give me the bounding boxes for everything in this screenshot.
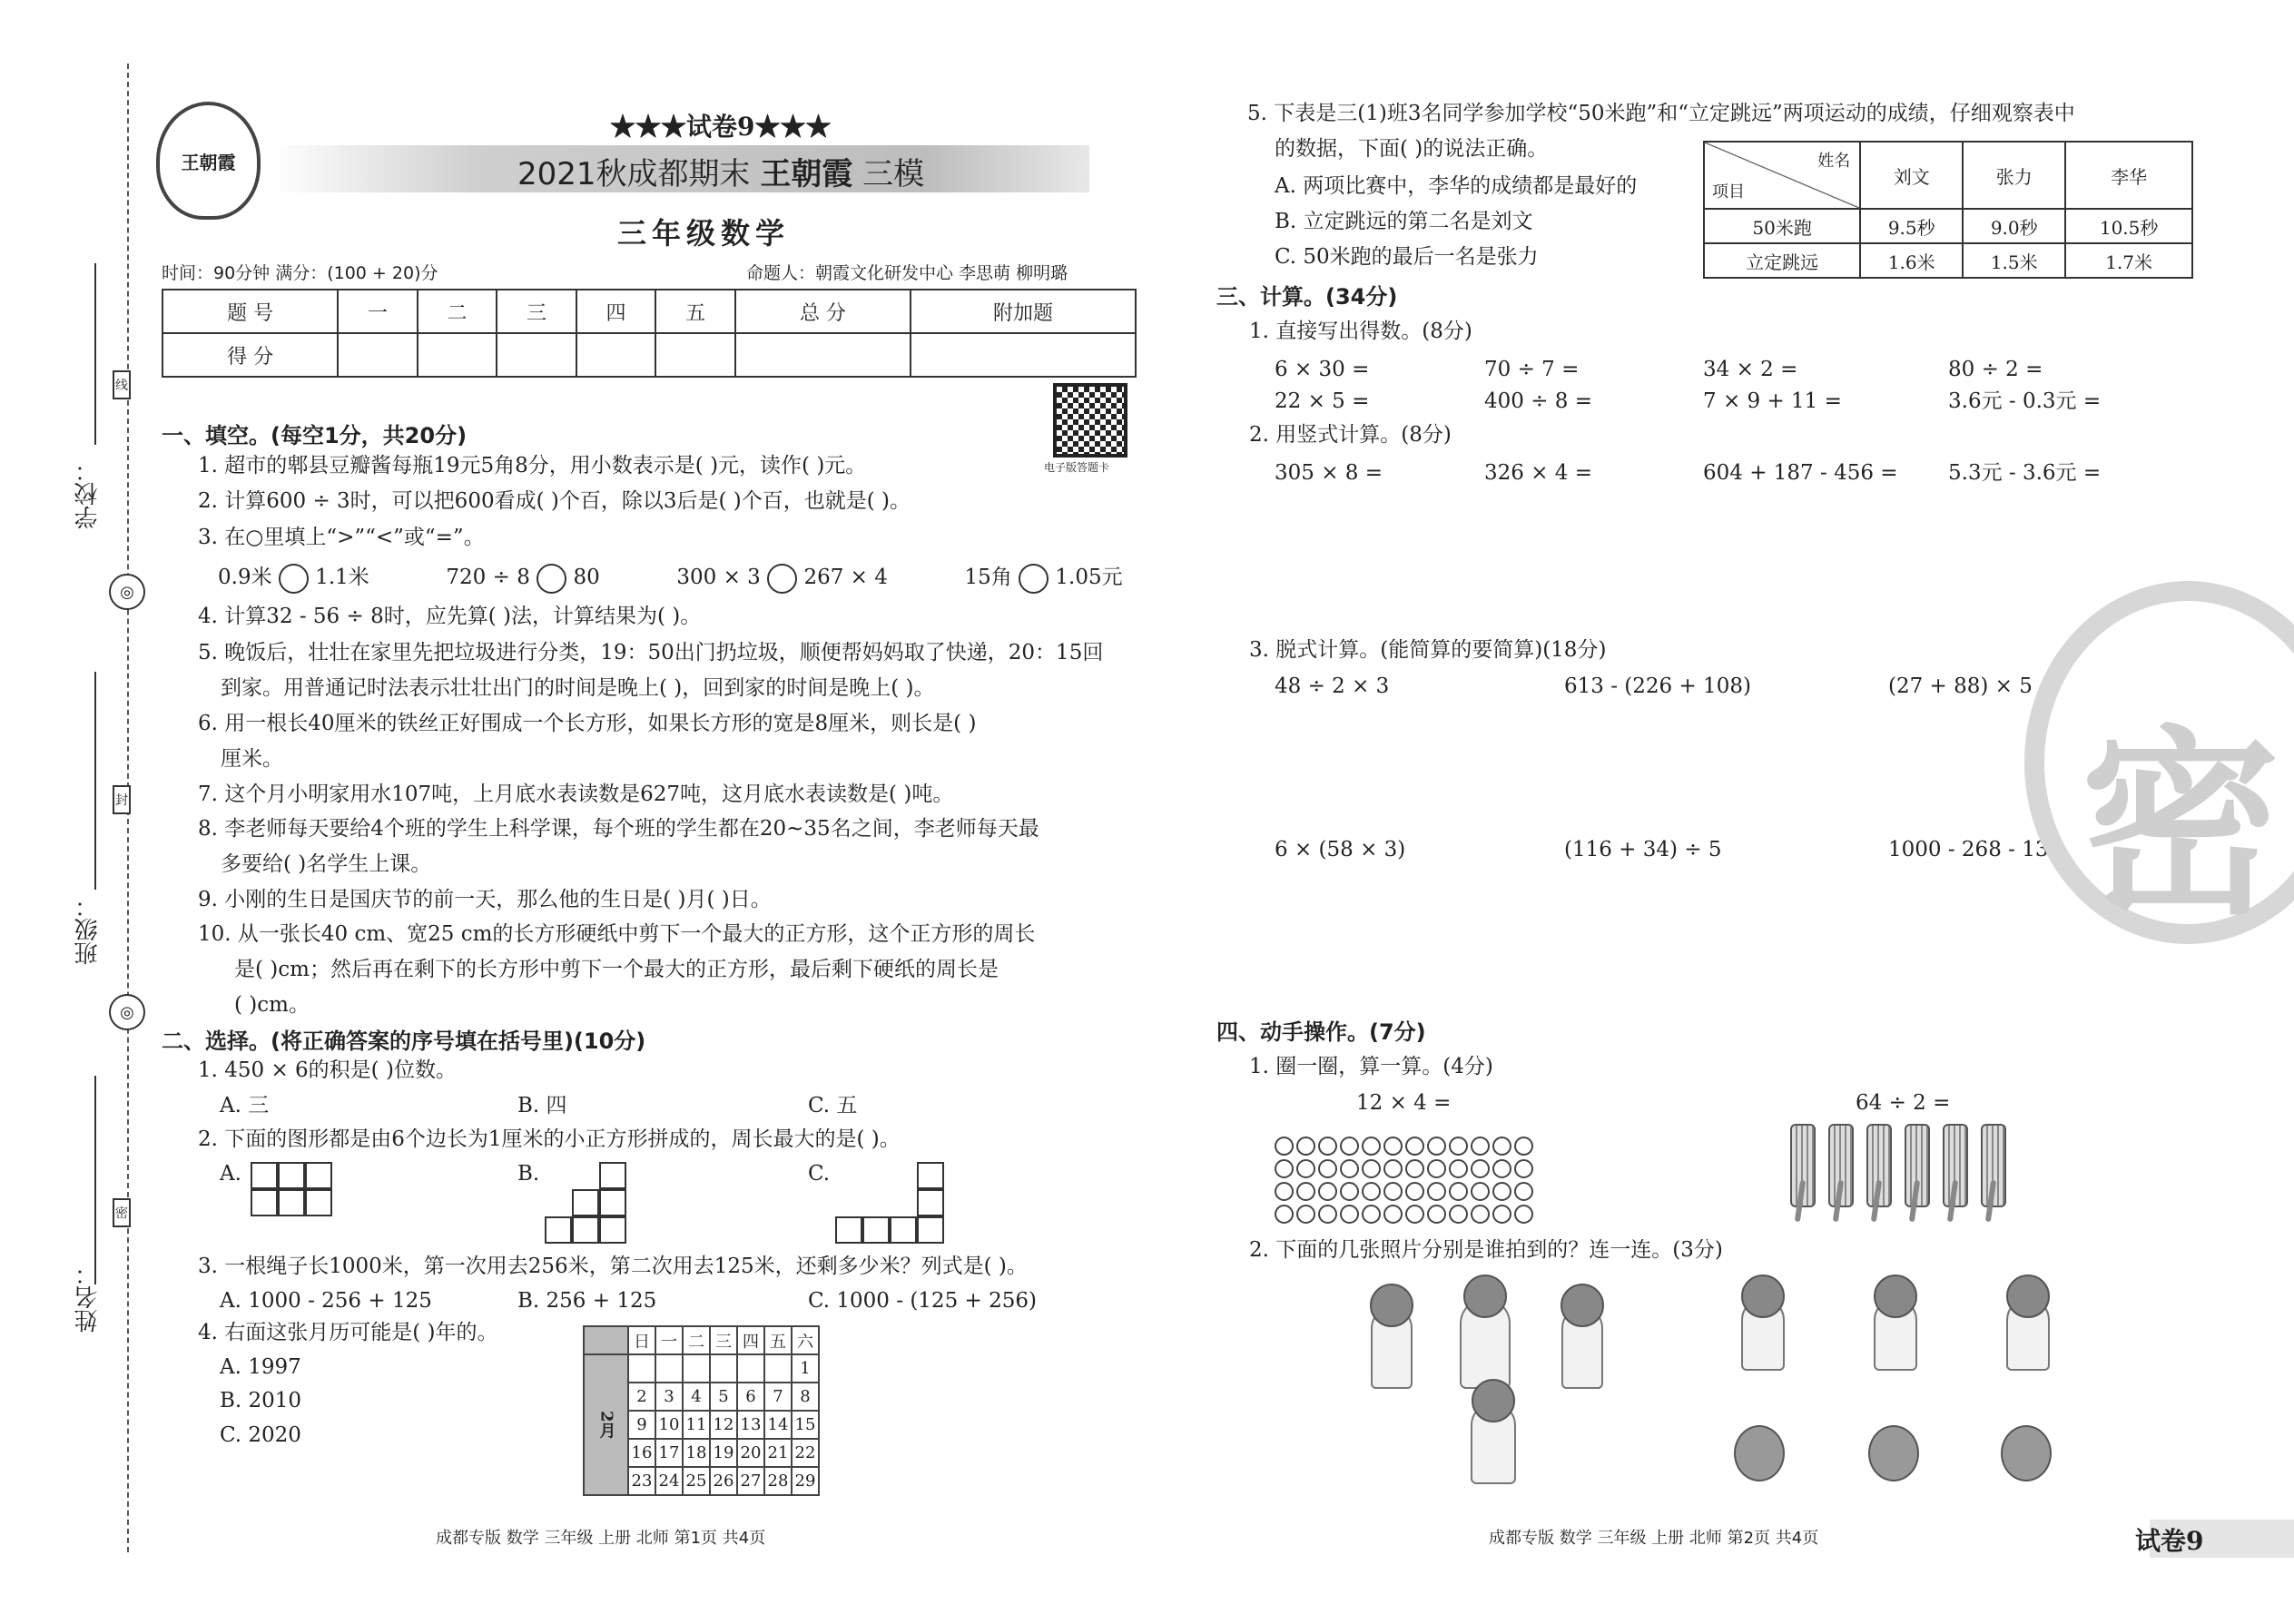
q2-2: 2. 下面的图形都是由6个边长为1厘米的小正方形拼成的，周长最大的是( )。 — [198, 1127, 901, 1151]
q2-3-option-c[interactable]: C. 1000 - (125 + 256) — [808, 1289, 1037, 1313]
ring — [1427, 1137, 1446, 1156]
calendar-day — [628, 1354, 655, 1383]
calendar-corner — [584, 1326, 628, 1354]
calc-item: 34 × 2 = — [1703, 358, 1798, 381]
ring — [1340, 1205, 1359, 1224]
event-name: 立定跳远 — [1704, 243, 1860, 278]
calendar-day: 27 — [737, 1467, 764, 1495]
score-header: 总 分 — [735, 290, 911, 333]
calc-part-3: 3. 脱式计算。(能简算的要简算)(18分) — [1249, 638, 1607, 662]
calendar-weekday: 二 — [683, 1326, 710, 1354]
ring — [1362, 1205, 1381, 1224]
calendar-day: 4 — [683, 1383, 710, 1411]
calendar-day: 9 — [628, 1411, 655, 1439]
ring — [1340, 1182, 1359, 1201]
calendar-day — [710, 1354, 737, 1383]
result-cell: 1.7米 — [2065, 243, 2192, 278]
calendar-day — [737, 1354, 764, 1383]
ring — [1275, 1182, 1294, 1201]
q2-1-option-b[interactable]: B. 四 — [517, 1094, 567, 1117]
ring — [1405, 1182, 1424, 1201]
ring — [1492, 1137, 1511, 1156]
photo-6-head[interactable] — [2001, 1425, 2052, 1481]
calc-item: 7 × 9 + 11 = — [1703, 389, 1842, 413]
calendar-day: 2 — [628, 1383, 655, 1411]
photo-4-head[interactable] — [1734, 1425, 1785, 1481]
ring — [1449, 1182, 1468, 1201]
ring — [1340, 1159, 1359, 1178]
ring — [1427, 1205, 1446, 1224]
score-header: 一 — [338, 290, 418, 333]
ring — [1471, 1137, 1490, 1156]
calc-part-2: 2. 用竖式计算。(8分) — [1249, 423, 1452, 447]
calendar-day: 11 — [683, 1411, 710, 1439]
calendar-day: 5 — [710, 1383, 737, 1411]
seal-xian: 线 — [113, 370, 131, 399]
ring — [1449, 1205, 1468, 1224]
ring — [1449, 1159, 1468, 1178]
q1-5-option-c[interactable]: C. 50米跑的最后一名是张力 — [1275, 245, 1539, 269]
q2-4-option-b[interactable]: B. 2010 — [220, 1389, 302, 1412]
q1-7: 7. 这个月小明家用水107吨，上月底水表读数是627吨，这月底水表读数是( )吨。 — [198, 782, 954, 806]
result-cell: 10.5秒 — [2065, 209, 2192, 243]
section-1-title: 一、填空。(每空1分，共20分) — [162, 423, 468, 448]
calc-item: 6 × 30 = — [1275, 358, 1370, 381]
stepwise-calc: 48 ÷ 2 × 3 — [1275, 674, 1390, 698]
q2-1: 1. 450 × 6的积是( )位数。 — [198, 1058, 457, 1082]
circle-expression: 12 × 4 = — [1356, 1091, 1452, 1115]
q2-4: 4. 右面这张月历可能是( )年的。 — [198, 1321, 498, 1344]
stepwise-calc: (27 + 88) × 5 — [1888, 674, 2033, 698]
ring — [1318, 1137, 1337, 1156]
ring — [1296, 1182, 1315, 1201]
calendar-day: 15 — [792, 1411, 819, 1439]
stepwise-calc: 6 × (58 × 3) — [1275, 838, 1406, 861]
ring — [1471, 1182, 1490, 1201]
calendar-day: 1 — [792, 1354, 819, 1383]
q2-2-option-c[interactable]: C. — [808, 1162, 831, 1186]
calendar-weekday: 五 — [764, 1326, 792, 1354]
calendar-day: 21 — [764, 1439, 792, 1467]
ring — [1427, 1182, 1446, 1201]
q1-10a: 10. 从一张长40 cm、宽25 cm的长方形硬纸中剪下一个最大的正方形，这个正方形的周长 — [198, 922, 1036, 946]
result-cell: 9.5秒 — [1860, 209, 1963, 243]
ring — [1296, 1205, 1315, 1224]
qr-caption: 电子版答题卡 — [1044, 461, 1110, 474]
score-header: 五 — [655, 290, 735, 333]
calendar-day: 19 — [710, 1439, 737, 1467]
score-cell[interactable] — [497, 333, 576, 377]
q1-5-option-a[interactable]: A. 两项比赛中，李华的成绩都是最好的 — [1275, 174, 1638, 198]
q2-3-option-a[interactable]: A. 1000 - 256 + 125 — [220, 1289, 432, 1313]
ring — [1340, 1137, 1359, 1156]
q1-10c: ( )cm。 — [234, 993, 310, 1017]
calendar-day: 3 — [655, 1383, 683, 1411]
exam-time: 时间：90分钟 满分：(100 + 20)分 — [162, 263, 438, 283]
calc-item: 3.6元 - 0.3元 = — [1948, 389, 2102, 413]
stepwise-calc: 613 - (226 + 108) — [1564, 674, 1751, 698]
q2-4-option-c[interactable]: C. 2020 — [220, 1423, 301, 1447]
score-header: 题 号 — [162, 290, 338, 333]
q1-5b: 到家。用普通记时法表示壮壮出门的时间是晚上( )，回到家的时间是晚上( )。 — [221, 676, 935, 700]
calendar-day — [655, 1354, 683, 1383]
stepwise-calc: (116 + 34) ÷ 5 — [1564, 838, 1722, 861]
q1-6a: 6. 用一根长40厘米的铁丝正好围成一个长方形，如果长方形的宽是8厘米，则长是( ) — [198, 712, 977, 735]
score-header: 三 — [497, 290, 576, 333]
calendar-day: 20 — [737, 1439, 764, 1467]
ring — [1449, 1137, 1468, 1156]
brand-logo: 王朝霞 — [156, 102, 261, 220]
q1-5-right-b: 的数据，下面( )的说法正确。 — [1275, 137, 1549, 161]
calendar-day: 24 — [655, 1467, 683, 1495]
ring — [1318, 1205, 1337, 1224]
q1-8a: 8. 李老师每天要给4个班的学生上科学课，每个班的学生都在20~35名之间，李老师每天最 — [198, 817, 1039, 841]
footer-paper-tag: 试卷9 — [2135, 1526, 2204, 1556]
calendar-day: 10 — [655, 1411, 683, 1439]
q1-5-option-b[interactable]: B. 立定跳远的第二名是刘文 — [1275, 210, 1533, 233]
vertical-calc: 326 × 4 = — [1484, 461, 1593, 485]
operation-part-1: 1. 圈一圈，算一算。(4分) — [1249, 1055, 1493, 1078]
exam-title: 2021秋成都期末 王朝霞 三模 — [517, 156, 925, 192]
stick-expression: 64 ÷ 2 = — [1856, 1091, 1951, 1115]
name-label: 姓名： — [74, 1262, 102, 1333]
student-name: 刘文 — [1860, 142, 1963, 209]
footer-page-1: 成都专版 数学 三年级 上册 北师 第1页 共4页 — [436, 1529, 766, 1548]
ring — [1492, 1205, 1511, 1224]
seal-feng: 封 — [113, 785, 131, 814]
ring — [1383, 1159, 1403, 1178]
stepwise-calc: 1000 - 268 - 132 — [1888, 838, 2063, 861]
ring — [1275, 1205, 1294, 1224]
ring — [1492, 1182, 1511, 1201]
ring — [1275, 1137, 1294, 1156]
calendar-weekday: 一 — [655, 1326, 683, 1354]
q1-10b: 是( )cm；然后再在剩下的长方形中剪下一个最大的正方形，最后剩下硬纸的周长是 — [234, 958, 999, 981]
section-2-title: 二、选择。(将正确答案的序号填在括号里)(10分) — [162, 1029, 646, 1054]
score-cell[interactable] — [338, 333, 418, 377]
q1-3-compare-row: 0.9米 1.1米 720 ÷ 8 80 300 × 3 267 × 4 15角 1.05元 — [218, 560, 1123, 595]
calc-item: 22 × 5 = — [1275, 389, 1370, 413]
photo-5-head[interactable] — [1868, 1425, 1919, 1481]
calendar-day: 23 — [628, 1467, 655, 1495]
ring — [1383, 1137, 1403, 1156]
ring — [1514, 1137, 1533, 1156]
calendar-day: 18 — [683, 1439, 710, 1467]
subject-title: 三年级数学 — [617, 216, 791, 251]
calendar-weekday: 日 — [628, 1326, 655, 1354]
calendar-day — [764, 1354, 792, 1383]
calendar-day: 26 — [710, 1467, 737, 1495]
q2-2-option-b[interactable]: B. — [517, 1162, 540, 1186]
ring — [1362, 1182, 1381, 1201]
calendar-day: 16 — [628, 1439, 655, 1467]
table-corner: 姓名 项目 — [1704, 142, 1860, 209]
ring — [1471, 1159, 1490, 1178]
paper-series: ★★★试卷9★★★ — [610, 112, 832, 142]
exam-authors: 命题人：朝霞文化研发中心 李思萌 柳明璐 — [746, 263, 1068, 283]
ring — [1296, 1159, 1315, 1178]
ring — [1362, 1159, 1381, 1178]
calendar-day: 22 — [792, 1439, 819, 1467]
section-4-title: 四、动手操作。(7分) — [1216, 1019, 1426, 1045]
ring — [1383, 1182, 1403, 1201]
ring — [1427, 1159, 1446, 1178]
class-line — [94, 672, 96, 890]
calendar-day: 14 — [764, 1411, 792, 1439]
calc-part-1: 1. 直接写出得数。(8分) — [1249, 320, 1472, 343]
seal-circle-2: ◎ — [109, 994, 145, 1030]
calendar-day: 8 — [792, 1383, 819, 1411]
calendar-day: 6 — [737, 1383, 764, 1411]
q1-5a: 5. 晚饭后，壮壮在家里先把垃圾进行分类，19：50出门扔垃圾，顺便帮妈妈取了快递，20：15回 — [198, 641, 1104, 664]
ring — [1318, 1159, 1337, 1178]
score-header: 四 — [576, 290, 656, 333]
ring — [1405, 1159, 1424, 1178]
compare-circle[interactable] — [537, 564, 566, 594]
calc-item: 80 ÷ 2 = — [1948, 358, 2043, 381]
calendar-day: 17 — [655, 1439, 683, 1467]
calendar-month: 2月 — [584, 1354, 628, 1495]
calendar-weekday: 六 — [792, 1326, 819, 1354]
ring — [1275, 1159, 1294, 1178]
calc-item: 400 ÷ 8 = — [1484, 389, 1593, 413]
student-name: 李华 — [2065, 142, 2192, 209]
section-3-title: 三、计算。(34分) — [1216, 284, 1398, 310]
footer-page-2: 成都专版 数学 三年级 上册 北师 第2页 共4页 — [1489, 1529, 1819, 1548]
calendar-day: 7 — [764, 1383, 792, 1411]
ring — [1383, 1205, 1403, 1224]
score-cell[interactable] — [418, 333, 497, 377]
qr-code[interactable] — [1053, 383, 1127, 458]
calendar-day: 29 — [792, 1467, 819, 1495]
seal-circle-1: ◎ — [109, 574, 145, 610]
calendar-day: 12 — [710, 1411, 737, 1439]
vertical-calc: 604 + 187 - 456 = — [1703, 461, 1898, 485]
q2-3: 3. 一根绳子长1000米，第一次用去256米，第二次用去125米，还剩多少米？列式是( )。 — [198, 1255, 1028, 1278]
seal-mi: 密 — [113, 1198, 131, 1227]
ring — [1514, 1205, 1533, 1224]
operation-part-2: 2. 下面的几张照片分别是谁拍到的？连一连。(3分) — [1249, 1238, 1723, 1262]
calendar-day: 28 — [764, 1467, 792, 1495]
score-header: 附加题 — [911, 290, 1136, 333]
event-name: 50米跑 — [1704, 209, 1860, 243]
q1-4: 4. 计算32 - 56 ÷ 8时，应先算( )法，计算结果为( )。 — [198, 605, 702, 628]
ring — [1514, 1159, 1533, 1178]
score-cell[interactable] — [911, 333, 1136, 377]
q2-3-option-b[interactable]: B. 256 + 125 — [517, 1289, 657, 1313]
q2-2-option-a[interactable]: A. — [220, 1162, 241, 1186]
score-label: 得 分 — [162, 333, 338, 377]
compare-circle[interactable] — [1019, 564, 1049, 594]
q1-3: 3. 在○里填上“>”“<”或“=”。 — [198, 526, 485, 549]
q1-2: 2. 计算600 ÷ 3时，可以把600看成( )个百，除以3后是( )个百，也就是( )。 — [198, 489, 911, 513]
class-label: 班级： — [74, 894, 102, 965]
secret-watermark: 密 — [2024, 581, 2294, 944]
month-calendar — [583, 1325, 820, 1496]
sports-results-table — [1703, 141, 2193, 279]
compare-circle[interactable] — [767, 564, 797, 594]
calendar-day — [683, 1354, 710, 1383]
ring — [1471, 1205, 1490, 1224]
ring — [1492, 1159, 1511, 1178]
result-cell: 1.6米 — [1860, 243, 1963, 278]
calendar-weekday: 四 — [737, 1326, 764, 1354]
q2-1-option-a[interactable]: A. 三 — [220, 1094, 270, 1117]
name-line — [94, 1076, 96, 1284]
q1-9: 9. 小刚的生日是国庆节的前一天，那么他的生日是( )月( )日。 — [198, 888, 772, 911]
ring — [1296, 1137, 1315, 1156]
score-header: 二 — [418, 290, 497, 333]
q2-1-option-c[interactable]: C. 五 — [808, 1094, 858, 1117]
calendar-day: 13 — [737, 1411, 764, 1439]
q1-5-right-a: 5. 下表是三(1)班3名同学参加学校“50米跑”和“立定跳远”两项运动的成绩，仔细观察表中 — [1247, 102, 2075, 125]
school-line — [94, 263, 96, 445]
calendar-weekday: 三 — [710, 1326, 737, 1354]
score-table — [162, 289, 1137, 378]
vertical-calc: 5.3元 - 3.6元 = — [1948, 461, 2102, 485]
ring — [1405, 1205, 1424, 1224]
school-label: 学校： — [74, 458, 102, 529]
q2-4-option-a[interactable]: A. 1997 — [220, 1355, 301, 1379]
vertical-calc: 305 × 8 = — [1275, 461, 1383, 485]
result-cell: 1.5米 — [1963, 243, 2065, 278]
q1-1: 1. 超市的郫县豆瓣酱每瓶19元5角8分，用小数表示是( )元，读作( )元。 — [198, 454, 867, 477]
result-cell: 9.0秒 — [1963, 209, 2065, 243]
ring — [1514, 1182, 1533, 1201]
score-cell[interactable] — [655, 333, 735, 377]
score-cell[interactable] — [735, 333, 911, 377]
ring — [1405, 1137, 1424, 1156]
q1-6b: 厘米。 — [221, 747, 283, 771]
ring — [1362, 1137, 1381, 1156]
ring — [1318, 1182, 1337, 1201]
calc-item: 70 ÷ 7 = — [1484, 358, 1580, 381]
calendar-day: 25 — [683, 1467, 710, 1495]
student-name: 张力 — [1963, 142, 2065, 209]
compare-circle[interactable] — [279, 564, 309, 594]
q1-8b: 多要给( )名学生上课。 — [221, 852, 432, 876]
score-cell[interactable] — [576, 333, 656, 377]
